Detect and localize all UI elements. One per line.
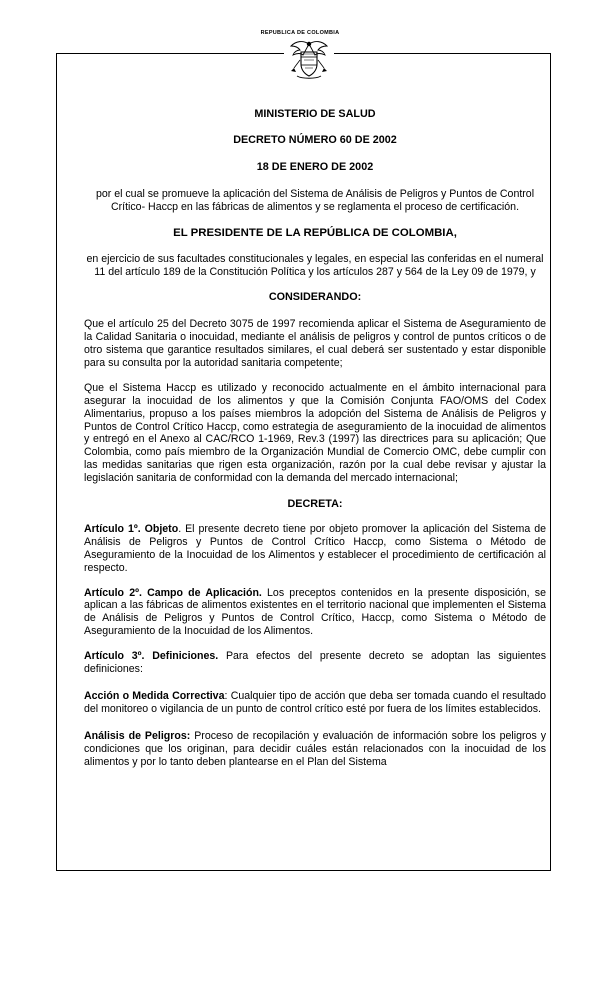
decree-date: 18 DE ENERO DE 2002 — [256, 160, 374, 173]
decrees-heading: DECRETA: — [287, 498, 343, 511]
article-1-text: . El presente decreto tiene por objeto promover la aplicación del Sistema de Análisis de Peligros y Puntos de Control Crítico Haccp, como Sistema o Método de Aseguramiento de la Inocuidad de los Alimentos y establecer el procedimiento de certificación al respecto. — [84, 522, 546, 574]
considering-paragraph-1: Que el artículo 25 del Decreto 3075 de 1997 recomienda aplicar el Sistema de Aseguramiento de la Calidad Sanitaria o inocuidad, mediante el análisis de peligros y control de puntos críticos o de otro sistema que garantice resultados similares, el cual deberá ser sustentado y estar disponible para su consulta por la autoridad sanitaria competente; — [84, 318, 546, 369]
president-heading: EL PRESIDENTE DE LA REPÚBLICA DE COLOMBIA, — [173, 226, 457, 239]
article-1 — [84, 523, 546, 575]
definition-1-term: Acción o Medida Correctiva — [84, 690, 225, 702]
ministry-title: MINISTERIO DE SALUD — [254, 108, 376, 120]
article-2-label: Artículo 2º. Campo de Aplicación. — [84, 586, 262, 599]
article-1-label: Artículo 1º. Objeto — [84, 522, 179, 535]
decree-number: DECRETO NÚMERO 60 DE 2002 — [233, 133, 397, 146]
article-3-text: Para efectos del presente decreto se adoptan las siguientes definiciones: — [84, 650, 546, 676]
decree-body — [84, 108, 546, 769]
definition-2-text: Proceso de recopilación y evaluación de información sobre los peligros y condiciones que los originan, para decidir cuáles están relacionados con la inocuidad de los alimentos y por lo tanto deben plantearse en el Plan del Sistema — [84, 729, 546, 768]
republic-label: REPUBLICA DE COLOMBIA — [260, 30, 340, 36]
definition-1 — [84, 690, 546, 716]
definition-1-text: : Cualquier tipo de acción que deba ser tomada cuando el resultado del monitoreo o vigilancia de un punto de control crítico esté por fuera de los límites establecidos. — [84, 690, 546, 715]
decree-purpose: por el cual se promueve la aplicación del Sistema de Análisis de Peligros y Puntos de Control Crítico- Haccp en las fábricas de alimentos y se reglamenta el proceso de certificación. — [95, 187, 535, 213]
considering-heading: CONSIDERANDO: — [268, 291, 362, 304]
definition-2 — [84, 730, 546, 769]
article-3-label: Artículo 3º. Definiciones. — [84, 650, 219, 663]
considering-paragraph-2: Que el Sistema Haccp es utilizado y reconocido actualmente en el ámbito internacional para asegurar la inocuidad de los alimentos y que la Comisión Conjunta FAO/OMS del Codex Alimentarius, propuso a los países miembros la adopción del Sistema de Análisis de Peligros y Puntos de Control Crítico Haccp, como estrategia de aseguramiento de la inocuidad de alimentos y entregó en el Anexo al CAC/RCO 1-1969, Rev.3 (1997) las directrices para su aplicación; Que Colombia, como país miembro de la Organización Mundial de Comercio OMC, debe cumplir con las medidas sanitarias que rigen esta organización, razón por la cual debe revisar y ajustar la legislación sanitaria de conformidad con la demanda del mercado internacional; — [84, 381, 546, 485]
definition-2-term: Análisis de Peligros: — [84, 729, 191, 742]
article-2 — [84, 587, 546, 639]
powers-paragraph: en ejercicio de sus facultades constitucionales y legales, en especial las conferidas en el numeral 11 del artículo 189 de la Constitución Política y los artículos 287 y 564 de la Ley 09 de 1979, y — [86, 253, 544, 279]
article-3 — [84, 650, 546, 676]
article-2-text: Los preceptos contenidos en la presente disposición, se aplican a las fábricas de alimentos existentes en el territorio nacional que implementen el Sistema de Análisis de Peligros y Puntos de Control Crítico, Haccp, como Sistema o Método de Aseguramiento de la Inocuidad de los Alimentos. — [84, 586, 546, 638]
